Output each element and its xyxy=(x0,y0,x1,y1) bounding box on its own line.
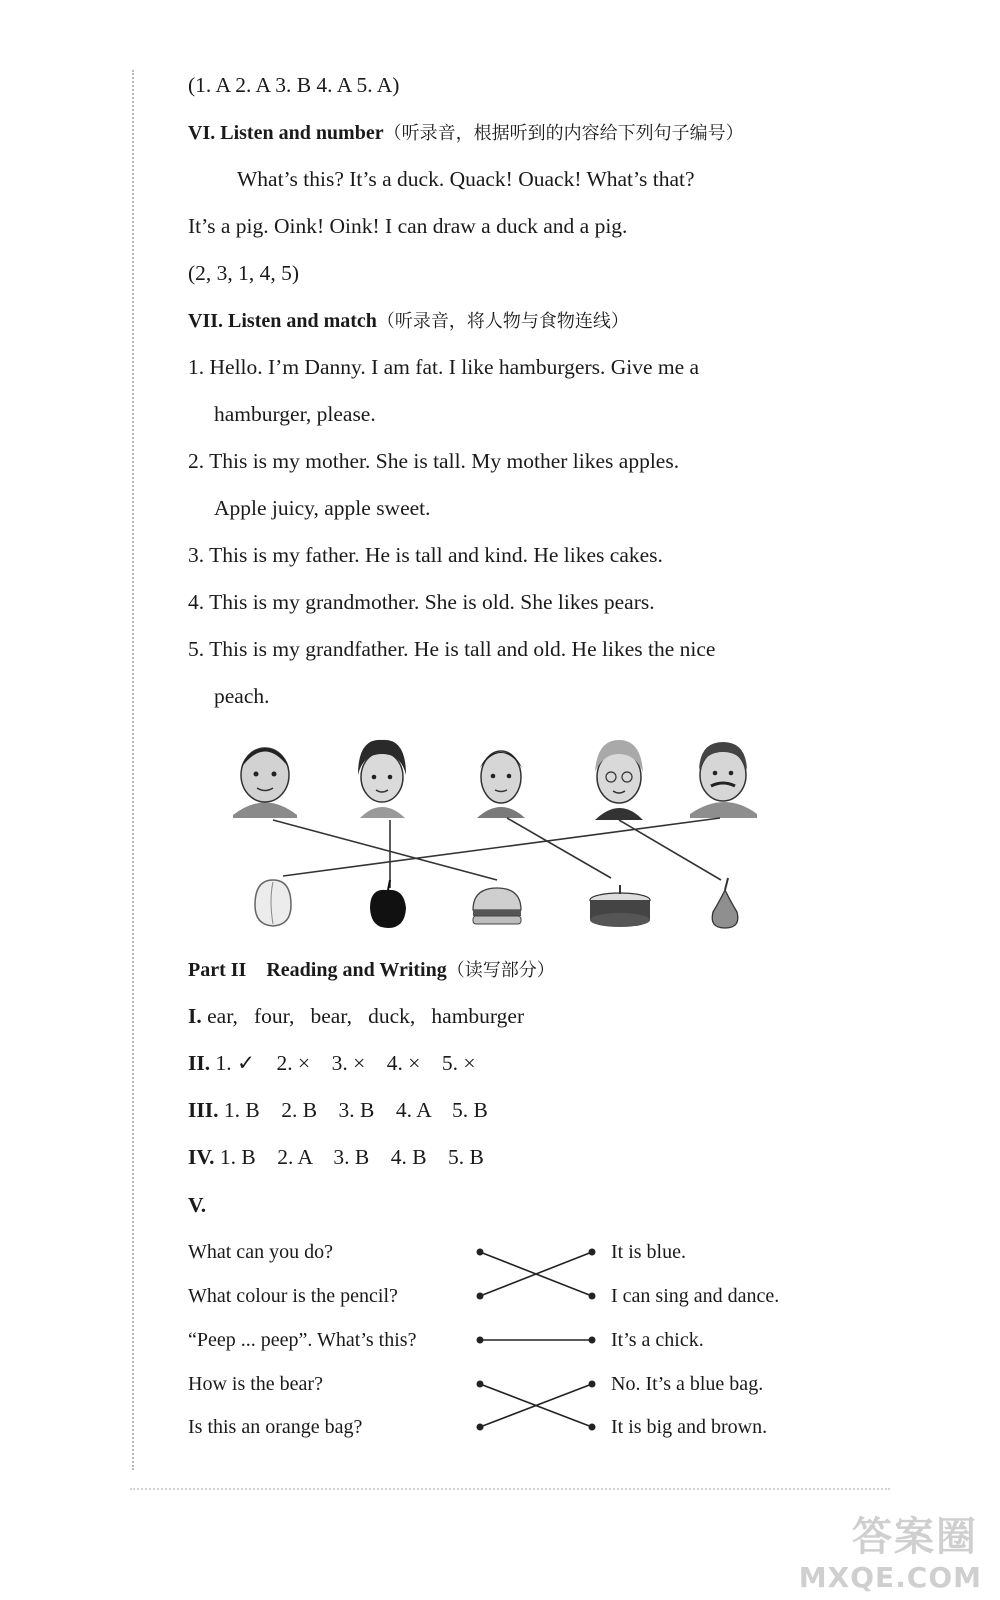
answer-iv-label: IV. xyxy=(188,1145,215,1169)
section-vii-line: hamburger, please. xyxy=(214,402,376,426)
mother-portrait xyxy=(358,740,406,818)
v-response: I can sing and dance. xyxy=(611,1285,780,1307)
section-vii-line: 2. This is my mother. She is tall. My mother likes apples. xyxy=(188,449,680,473)
section-vi-title: VI. Listen and number xyxy=(188,122,384,144)
pear-picture xyxy=(712,878,738,928)
answer-iii-label: III. xyxy=(188,1098,219,1122)
answer-iii-text: 1. B 2. B 3. B 4. A 5. B xyxy=(223,1098,488,1122)
watermark-url: MXQE.COM xyxy=(798,1561,982,1594)
footer-rule xyxy=(130,1488,890,1490)
answer-i-label: I. xyxy=(188,1004,202,1028)
watermark-logo: 答案圈 xyxy=(852,1514,978,1560)
peach-picture xyxy=(255,880,291,926)
section-vii-title: VII. Listen and match xyxy=(188,310,377,332)
part-ii-heading xyxy=(188,954,555,986)
part-ii-title: Part II Reading and Writing xyxy=(188,959,447,981)
father-portrait xyxy=(477,751,525,818)
answer-v-label: V. xyxy=(188,1193,207,1217)
answer-ii-label: II. xyxy=(188,1051,211,1075)
section-vii-line: Apple juicy, apple sweet. xyxy=(214,496,431,520)
v-question: What can you do? xyxy=(188,1241,333,1263)
section-vii-line: 1. Hello. I’m Danny. I am fat. I like hamburgers. Give me a xyxy=(188,355,700,379)
answer-i-text: ear, four, bear, duck, hamburger xyxy=(207,1004,525,1028)
section-vi-instruction: （听录音，根据听到的内容给下列句子编号） xyxy=(383,123,744,144)
hamburger-picture xyxy=(473,888,521,924)
part-ii-subtitle: （读写部分） xyxy=(446,960,555,981)
danny-portrait xyxy=(233,748,297,818)
match-lines xyxy=(273,818,721,888)
section-vii-instruction: （听录音，将人物与食物连线） xyxy=(376,311,629,332)
section-vii-heading xyxy=(188,305,629,337)
binding-margin-line xyxy=(132,70,134,1470)
v-response: It is big and brown. xyxy=(611,1416,768,1438)
v-question: Is this an orange bag? xyxy=(188,1416,363,1438)
section-vi-script-line-2: It’s a pig. Oink! Oink! I can draw a duck and a pig. xyxy=(188,214,628,238)
section-vi-answer: (2, 3, 1, 4, 5) xyxy=(188,261,300,285)
section-vi-script-line-1: What’s this? It’s a duck. Quack! Ouack! What’s that? xyxy=(237,167,695,191)
cake-picture xyxy=(590,885,650,927)
v-response: It is blue. xyxy=(611,1241,686,1263)
section-vii-line: 3. This is my father. He is tall and kind. He likes cakes. xyxy=(188,543,663,567)
part-ii-answer-i xyxy=(188,1001,524,1031)
grandfather-portrait xyxy=(690,742,757,818)
grandmother-portrait xyxy=(595,740,643,820)
people-food-matching-illustration xyxy=(225,730,845,940)
answers-v: (1. A 2. A 3. B 4. A 5. A) xyxy=(188,73,400,97)
part-ii-answer-iv xyxy=(188,1142,484,1172)
apple-picture xyxy=(370,880,406,928)
part-ii-answer-ii xyxy=(188,1048,476,1078)
v-response: It’s a chick. xyxy=(611,1329,704,1351)
v-question: What colour is the pencil? xyxy=(188,1285,398,1307)
part-ii-answer-iii xyxy=(188,1095,488,1125)
section-vi-heading xyxy=(188,117,744,149)
v-response: No. It’s a blue bag. xyxy=(611,1373,764,1395)
answer-iv-text: 1. B 2. A 3. B 4. B 5. B xyxy=(219,1145,484,1169)
v-matching-lines xyxy=(470,1237,610,1437)
section-vii-line: 4. This is my grandmother. She is old. She likes pears. xyxy=(188,590,655,614)
section-vii-line: peach. xyxy=(214,684,270,708)
v-question: How is the bear? xyxy=(188,1373,323,1395)
section-vii-line: 5. This is my grandfather. He is tall and old. He likes the nice xyxy=(188,637,716,661)
v-question: “Peep ... peep”. What’s this? xyxy=(188,1329,417,1351)
answer-ii-text: 1. ✓ 2. × 3. × 4. × 5. × xyxy=(215,1051,476,1075)
